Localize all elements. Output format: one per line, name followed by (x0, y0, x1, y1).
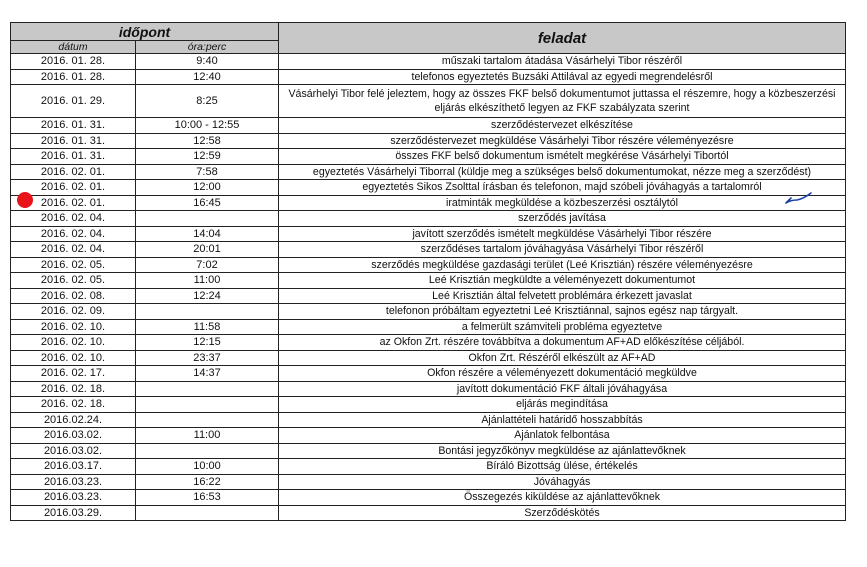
time-cell: 16:45 (136, 195, 279, 211)
date-cell: 2016. 01. 29. (11, 85, 136, 118)
time-cell (136, 412, 279, 428)
time-cell: 12:00 (136, 180, 279, 196)
date-cell: 2016.03.29. (11, 505, 136, 521)
task-cell: Leé Krisztián által felvetett problémára érkezett javaslat (279, 288, 846, 304)
date-cell: 2016.03.17. (11, 459, 136, 475)
table-row (11, 474, 846, 490)
task-cell: Bíráló Bizottság ülése, értékelés (279, 459, 846, 475)
time-cell (136, 304, 279, 320)
task-cell: Ajánlatok felbontása (279, 428, 846, 444)
task-cell: szerződéses tartalom jóváhagyása Vásárhelyi Tibor részéről (279, 242, 846, 258)
task-cell: iratminták megküldése a közbeszerzési osztálytól (279, 195, 846, 211)
task-cell: szerződéstervezet elkészítése (279, 118, 846, 134)
task-cell: műszaki tartalom átadása Vásárhelyi Tibor részéről (279, 54, 846, 70)
task-cell: Okfon Zrt. Részéről elkészült az AF+AD (279, 350, 846, 366)
table-row (11, 366, 846, 382)
date-cell: 2016. 01. 28. (11, 54, 136, 70)
time-cell: 9:40 (136, 54, 279, 70)
red-dot-marker (17, 192, 33, 208)
time-cell: 14:37 (136, 366, 279, 382)
date-cell: 2016. 02. 04. (11, 242, 136, 258)
table-row (11, 412, 846, 428)
table-row (11, 428, 846, 444)
date-cell: 2016. 02. 05. (11, 273, 136, 289)
date-cell: 2016. 02. 18. (11, 381, 136, 397)
date-cell: 2016. 02. 18. (11, 397, 136, 413)
time-cell: 12:58 (136, 133, 279, 149)
time-cell: 10:00 - 12:55 (136, 118, 279, 134)
date-cell: 2016. 02. 01. (11, 180, 136, 196)
time-cell: 12:24 (136, 288, 279, 304)
task-cell: szerződés megküldése gazdasági terület (Leé Krisztián) részére véleményezésre (279, 257, 846, 273)
date-cell: 2016. 01. 31. (11, 118, 136, 134)
table-row (11, 69, 846, 85)
table-row (11, 226, 846, 242)
date-cell: 2016. 02. 10. (11, 319, 136, 335)
time-cell (136, 381, 279, 397)
datum-subheader: dátum (11, 41, 136, 54)
time-cell: 11:58 (136, 319, 279, 335)
task-cell: Szerződéskötés (279, 505, 846, 521)
time-cell (136, 443, 279, 459)
table-row (11, 211, 846, 227)
task-cell: összes FKF belső dokumentum ismételt megkérése Vásárhelyi Tibortól (279, 149, 846, 165)
table-row (11, 149, 846, 165)
time-cell: 7:58 (136, 164, 279, 180)
table-row (11, 195, 846, 211)
time-cell: 8:25 (136, 85, 279, 118)
table-row (11, 118, 846, 134)
time-cell: 10:00 (136, 459, 279, 475)
table-row (11, 381, 846, 397)
table-row (11, 350, 846, 366)
table-row (11, 459, 846, 475)
task-cell: telefonos egyeztetés Buzsáki Attilával az egyedi megrendelésről (279, 69, 846, 85)
table-row (11, 273, 846, 289)
task-cell: Okfon részére a véleményezett dokumentáció megküldve (279, 366, 846, 382)
date-cell: 2016. 02. 01. (11, 195, 136, 211)
table-row (11, 257, 846, 273)
date-cell: 2016. 02. 04. (11, 226, 136, 242)
time-cell: 23:37 (136, 350, 279, 366)
table-row (11, 505, 846, 521)
task-cell: Vásárhelyi Tibor felé jeleztem, hogy az összes FKF belső dokumentumot juttassa el részemre, hogy a közbeszerzési eljárás elkészíthető legyen az FKF szabályzata szerint (279, 85, 846, 118)
date-cell: 2016. 02. 17. (11, 366, 136, 382)
date-cell: 2016. 02. 04. (11, 211, 136, 227)
task-cell: egyeztetés Vásárhelyi Tiborral (küldje meg a szükséges belső dokumentumokat, nézze meg a szerződést) (279, 164, 846, 180)
date-cell: 2016. 01. 28. (11, 69, 136, 85)
task-cell: szerződés javítása (279, 211, 846, 227)
date-cell: 2016. 01. 31. (11, 149, 136, 165)
table-row (11, 335, 846, 351)
task-cell: szerződéstervezet megküldése Vásárhelyi Tibor részére véleményezésre (279, 133, 846, 149)
table-row (11, 490, 846, 506)
idopont-header: időpont (11, 23, 279, 41)
task-cell: Bontási jegyzőkönyv megküldése az ajánlattevőknek (279, 443, 846, 459)
time-cell (136, 211, 279, 227)
table-row (11, 304, 846, 320)
schedule-sheet (10, 22, 845, 521)
task-cell: javított szerződés ismételt megküldése Vásárhelyi Tibor részére (279, 226, 846, 242)
date-cell: 2016.03.02. (11, 428, 136, 444)
feladat-header: feladat (279, 23, 846, 54)
table-row (11, 397, 846, 413)
table-row (11, 54, 846, 70)
task-cell: Leé Krisztián megküldte a véleményezett dokumentumot (279, 273, 846, 289)
time-cell (136, 397, 279, 413)
time-cell: 12:15 (136, 335, 279, 351)
task-cell: az Okfon Zrt. részére továbbítva a dokumentum AF+AD előkészítése céljából. (279, 335, 846, 351)
task-cell: Jóváhagyás (279, 474, 846, 490)
task-cell: egyeztetés Sikos Zsolttal írásban és telefonon, majd szóbeli jóváhagyás a tartalomról (279, 180, 846, 196)
table-row (11, 164, 846, 180)
date-cell: 2016.03.23. (11, 474, 136, 490)
date-cell: 2016. 02. 10. (11, 335, 136, 351)
time-cell: 12:40 (136, 69, 279, 85)
time-cell: 12:59 (136, 149, 279, 165)
date-cell: 2016.03.02. (11, 443, 136, 459)
pen-arrow-mark (783, 190, 813, 206)
date-cell: 2016. 02. 10. (11, 350, 136, 366)
table-row (11, 242, 846, 258)
time-cell: 14:04 (136, 226, 279, 242)
time-cell: 7:02 (136, 257, 279, 273)
date-cell: 2016.02.24. (11, 412, 136, 428)
date-cell: 2016. 01. 31. (11, 133, 136, 149)
table-row (11, 443, 846, 459)
task-cell: telefonon próbáltam egyeztetni Leé Krisztiánnal, sajnos egész nap tárgyalt. (279, 304, 846, 320)
time-cell: 11:00 (136, 273, 279, 289)
schedule-table (10, 22, 846, 521)
table-row (11, 133, 846, 149)
table-row (11, 180, 846, 196)
task-cell: eljárás megindítása (279, 397, 846, 413)
ora-perc-subheader: óra:perc (136, 41, 279, 54)
time-cell: 16:22 (136, 474, 279, 490)
table-row (11, 288, 846, 304)
table-row (11, 319, 846, 335)
time-cell: 11:00 (136, 428, 279, 444)
date-cell: 2016. 02. 01. (11, 164, 136, 180)
task-cell: Ajánlattételi határidő hosszabbítás (279, 412, 846, 428)
date-cell: 2016. 02. 09. (11, 304, 136, 320)
date-cell: 2016. 02. 05. (11, 257, 136, 273)
task-cell: Összegezés kiküldése az ajánlattevőknek (279, 490, 846, 506)
table-row (11, 85, 846, 118)
time-cell: 20:01 (136, 242, 279, 258)
task-cell: javított dokumentáció FKF általi jóváhagyása (279, 381, 846, 397)
time-cell: 16:53 (136, 490, 279, 506)
date-cell: 2016.03.23. (11, 490, 136, 506)
time-cell (136, 505, 279, 521)
date-cell: 2016. 02. 08. (11, 288, 136, 304)
task-cell: a felmerült számviteli probléma egyeztetve (279, 319, 846, 335)
